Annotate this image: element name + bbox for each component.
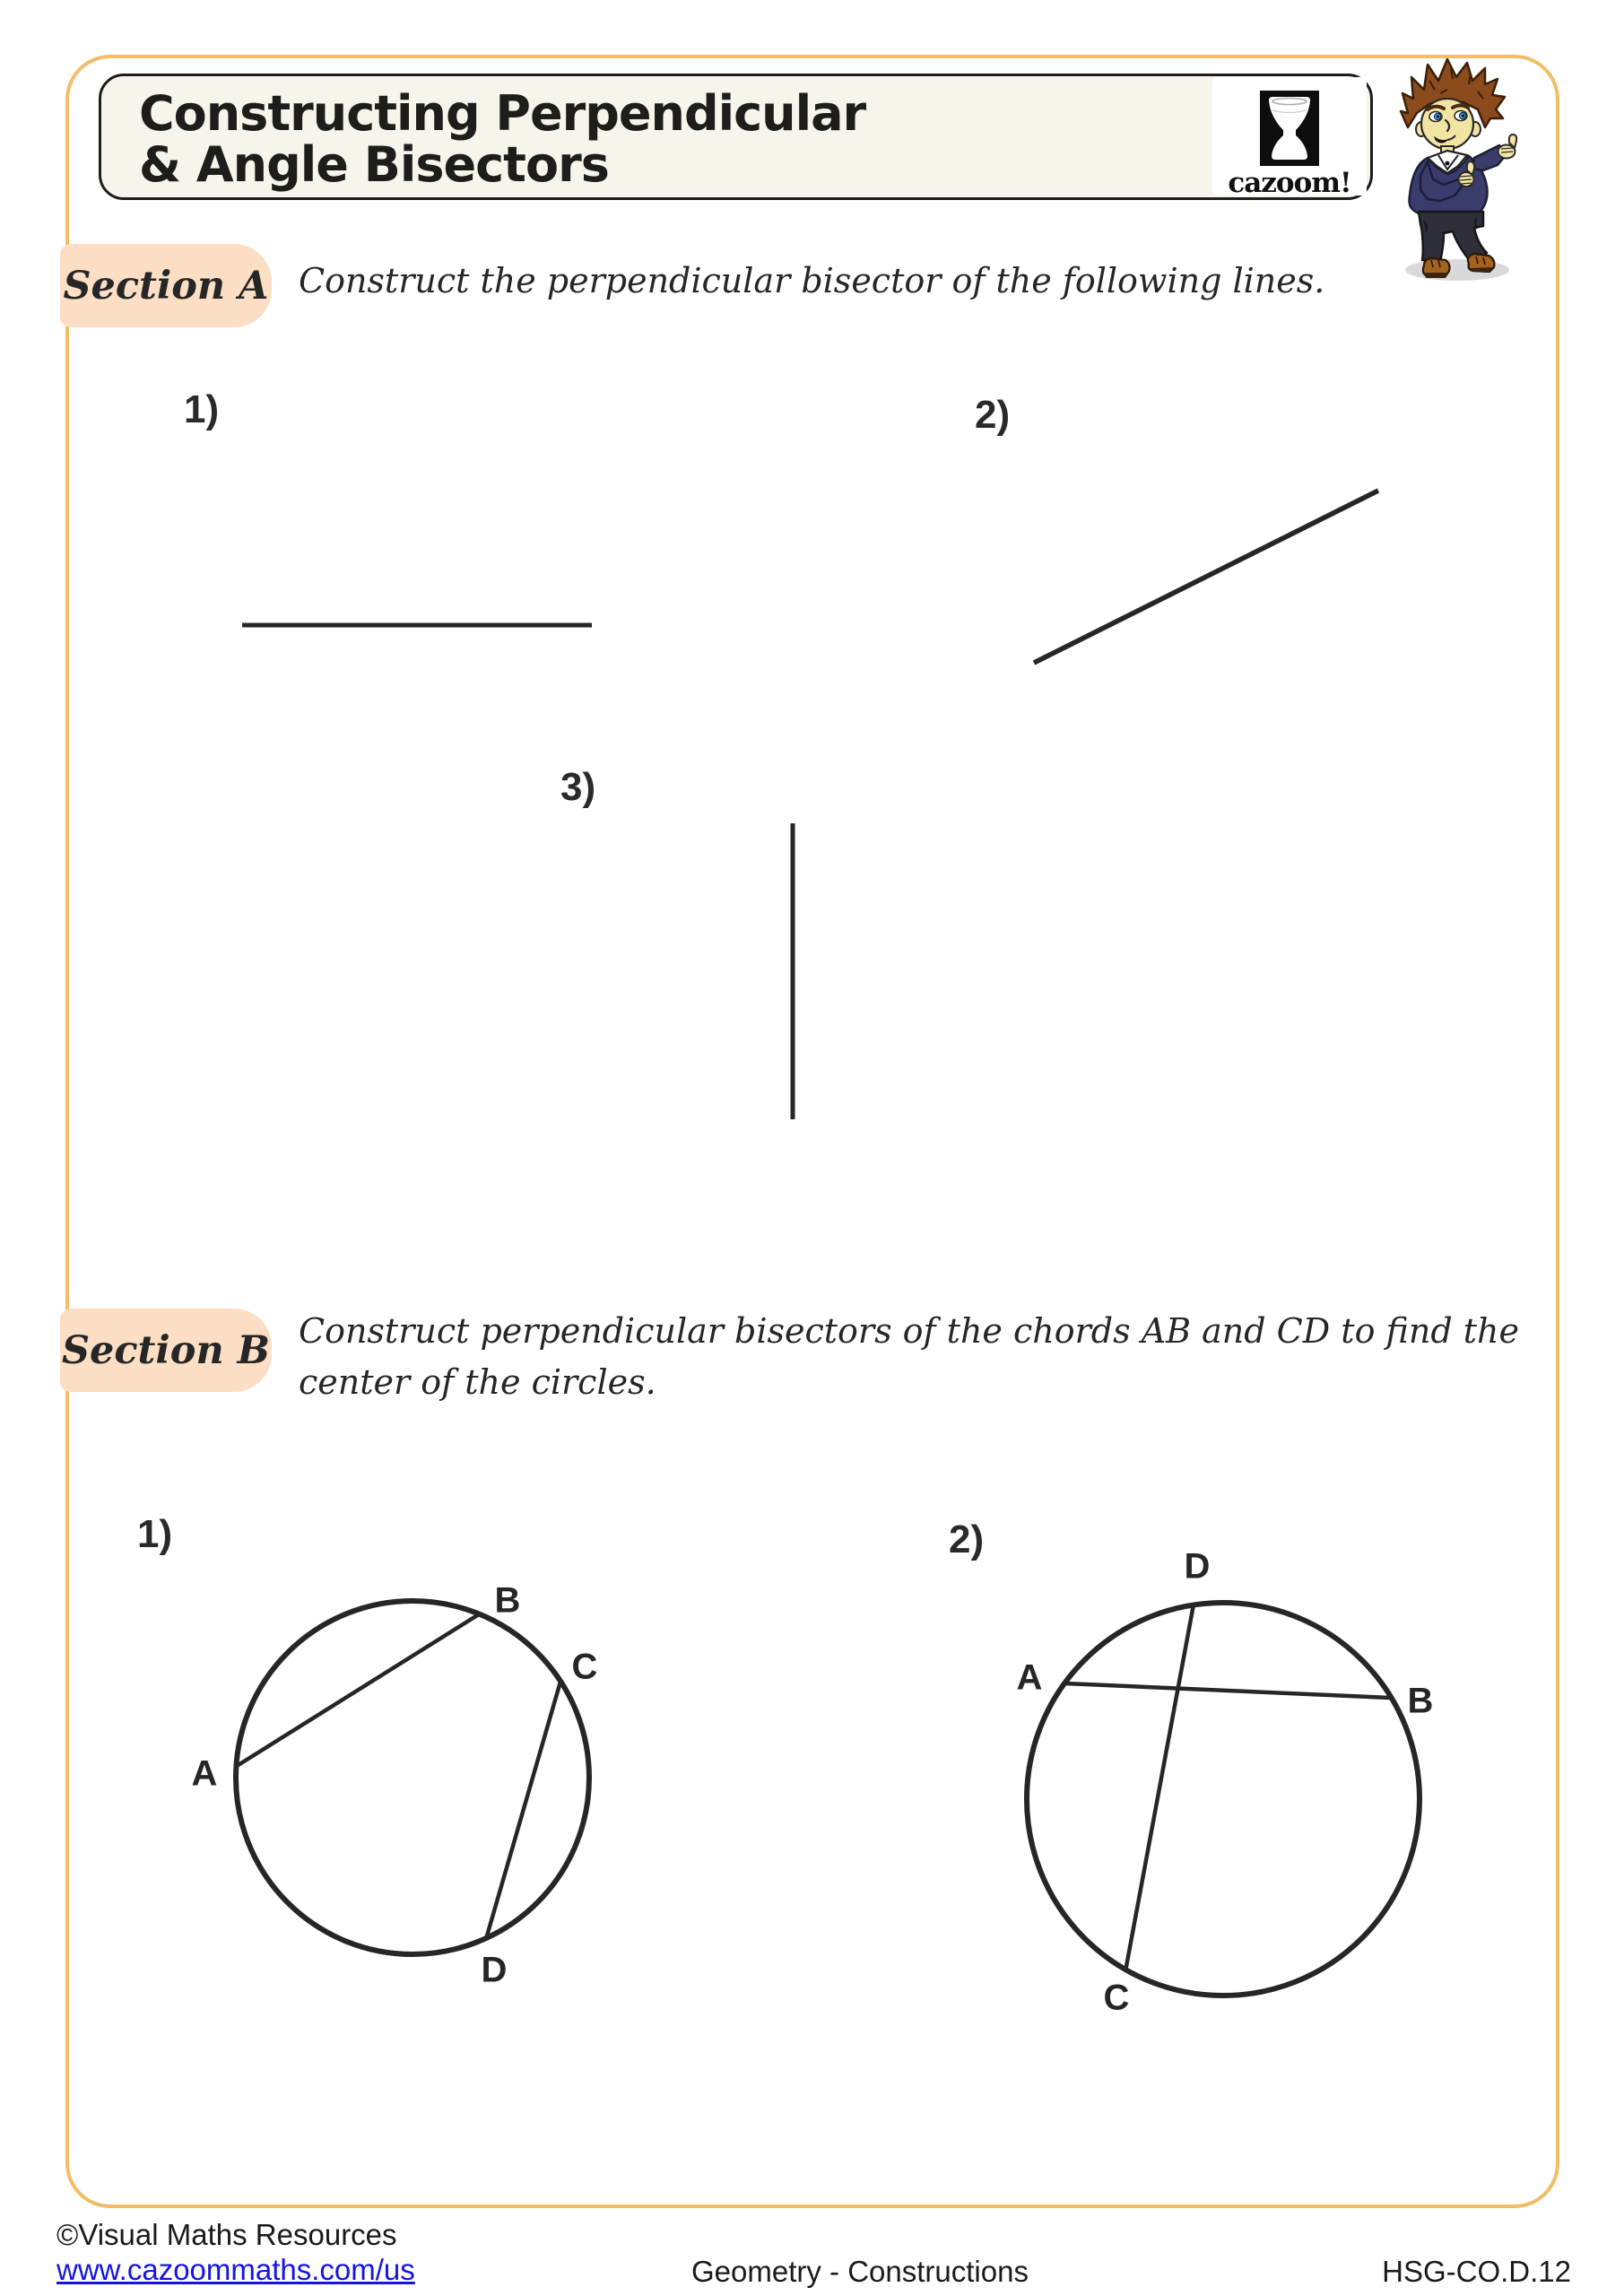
segment-a2 <box>1034 491 1378 663</box>
page-title: Constructing Perpendicular <box>139 85 866 142</box>
page-title-line2: & Angle Bisectors <box>139 136 609 193</box>
circle-b2 <box>1027 1603 1420 1996</box>
footer-copyright: ©Visual Maths Resources <box>56 2218 397 2251</box>
section-b-instruction-line1: Construct perpendicular bisectors of the chords AB and CD to find the <box>299 1311 1519 1351</box>
circle2-point-d: D <box>1184 1546 1211 1587</box>
circle2-point-c: C <box>1103 1978 1130 2018</box>
section-a-instruction: Construct the perpendicular bisector of the following lines. <box>299 261 1325 300</box>
cazoom-brand-text: cazoom! <box>1228 167 1351 199</box>
circle-b2-chord-ab <box>1065 1683 1390 1698</box>
circle-b2-chord-dc <box>1125 1605 1194 1971</box>
circle2-point-b: B <box>1407 1681 1434 1721</box>
circle1-point-b: B <box>494 1580 521 1621</box>
circle-b1-chord-cd <box>486 1682 560 1939</box>
djembe-drum-icon <box>1260 91 1319 166</box>
problem-b2-number: 2) <box>949 1518 985 1561</box>
cazoom-boy-mascot <box>1388 54 1532 289</box>
circle1-point-c: C <box>571 1647 598 1687</box>
problem-a2-number: 2) <box>975 393 1011 437</box>
problem-a3-number: 3) <box>560 765 596 809</box>
circle1-point-a: A <box>191 1753 218 1794</box>
footer-website-link[interactable]: www.cazoommaths.com/us <box>56 2253 415 2286</box>
cazoom-logo <box>1212 77 1367 199</box>
footer-topic: Geometry - Constructions <box>691 2255 1029 2288</box>
circle2-point-a: A <box>1016 1657 1043 1698</box>
section-b-instruction-line2: center of the circles. <box>299 1362 656 1402</box>
circle1-point-d: D <box>481 1950 508 1990</box>
footer-standard-code: HSG-CO.D.12 <box>1382 2255 1571 2288</box>
section-a-label: Section A <box>63 263 269 309</box>
problem-a1-number: 1) <box>184 387 220 431</box>
problem-b1-number: 1) <box>137 1512 173 1556</box>
section-b-label: Section B <box>61 1327 271 1373</box>
circle-b1-chord-ab <box>237 1614 479 1766</box>
